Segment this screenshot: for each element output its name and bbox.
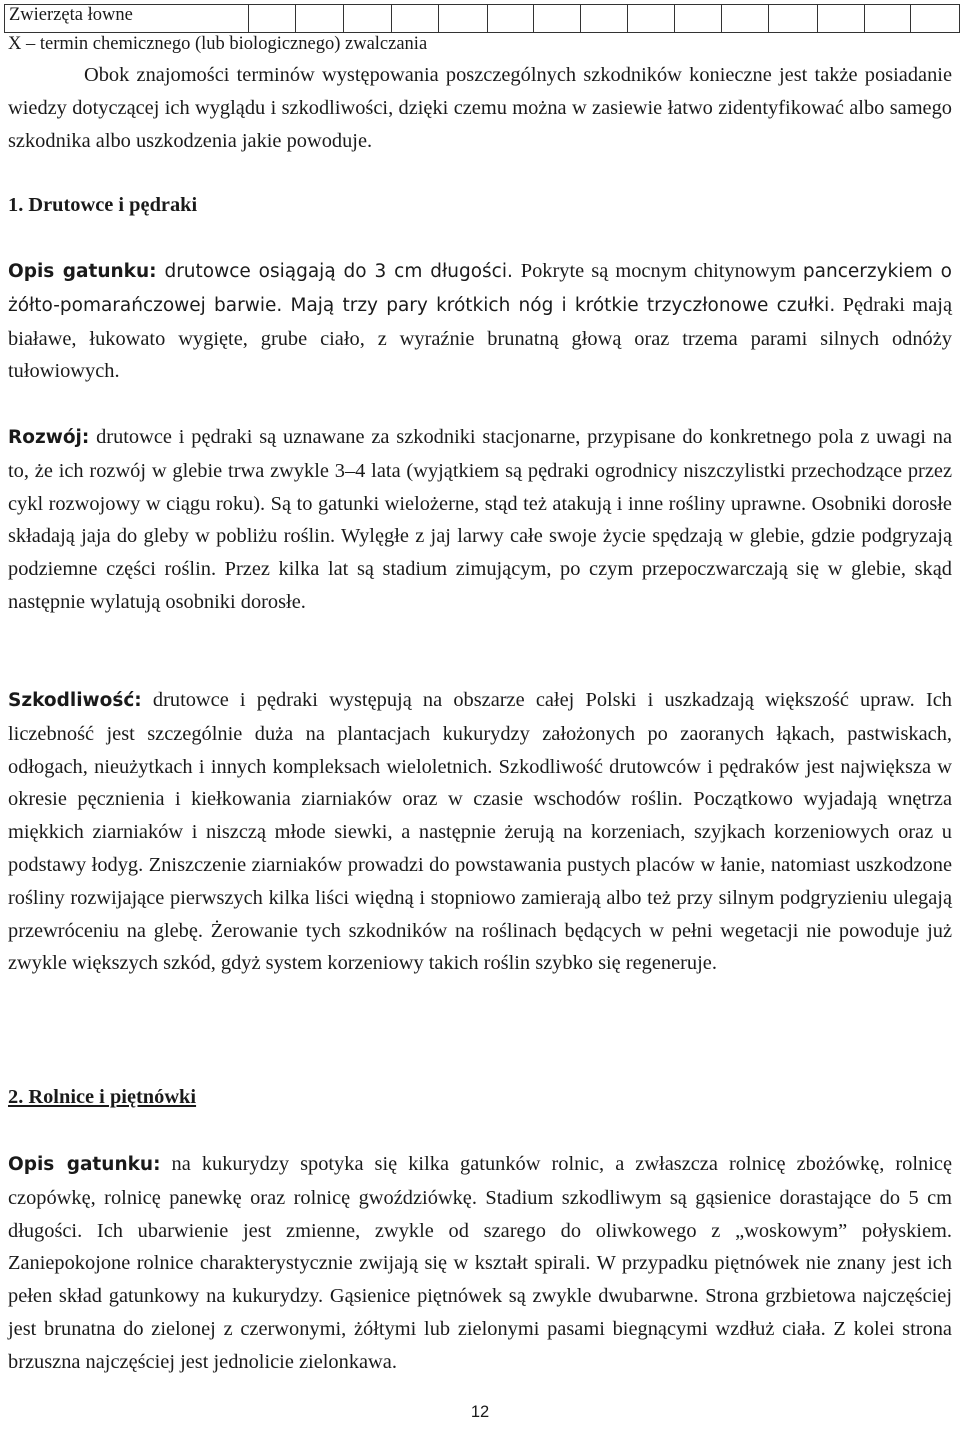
section-1-development: [8, 421, 952, 619]
section-1-heading: [8, 189, 197, 222]
table-cell: [249, 5, 296, 33]
table-cell: [864, 5, 911, 33]
table-legend: X – termin chemicznego (lub biologicznego) zwalczania: [8, 34, 428, 54]
table-cell: [392, 5, 439, 33]
description-text: na kukurydzy spotyka się kilka gatunków rolnic, a zwłaszcza rolnicę zbożówkę, rolnicę czopówkę, rolnicę panewkę oraz rolnicę gwoździówkę. Stadium szkodliwym są gąsienice dorastające do 5 cm długości. Ich ubarwienie jest zmienne, zwykle od szarego do oliwkowego z „woskowym” połyskiem. Zaniepokojone rolnice charakterystycznie zwijają się w kształt spirali. W przypadku piętnówek nie znany jest ich pełen skład gatunkowy na kukurydzy. Gąsienice piętnówek są zwykle dwubarwne. Strona grzbietowa najczęściej jest brunatna do zielonej z czerwonymi, żółtymi lub zielonymi pasami biegnącymi wzdłuż ciała. Z kolei strona brzuszna najczęściej jest jednolicie zielonkawa.: [8, 1153, 953, 1373]
table-cell: [769, 5, 818, 33]
description-text: Pędraki mają białawe, łukowato wygięte, grube ciało, z wyraźnie brunatną głową oraz trzema parami silnych odnóży tułowiowych.: [8, 293, 952, 383]
harmfulness-label: Szkodliwość:: [8, 690, 142, 711]
table-cell: [627, 5, 674, 33]
section-1-description: [8, 255, 952, 388]
table-header-cell: [5, 5, 249, 33]
schedule-header-table: [4, 4, 960, 33]
harmfulness-text: drutowce i pędraki występują na obszarze całej Polski i uszkadzają większość upraw. Ich liczebność jest szczególnie duża na plantacjach kukurydzy założonych po zaoranych łąkach, pastwiskach, odłogach, nieużytkach i innych kompleksach wieloletnich. Szkodliwość drutowców i pędraków jest największa w okresie pęcznienia i kiełkowania ziarniaków oraz w czasie wschodów roślin. Początkowo wyjadają wnętrza miękkich ziarniaków i niszczą młode siewki, a następnie żerują na korzeniach, szyjkach korzeniowych oraz u podstawy łodyg. Zniszczenie ziarniaków prowadzi do powstawania pustych placów w łanie, natomiast uszkodzone rośliny rozwijające pierwszych kilka liści więdną i stopniowo zamierają albo też przy silnym podgryzieniu ulegają przewróceniu na glebę. Żerowanie tych szkodników na roślinach będących w pełni wegetacji nie powoduje już zwykle większych szkód, gdyż system korzeniowy takich roślin szybko się regeneruje.: [8, 689, 952, 975]
section-2-description: [8, 1148, 952, 1379]
table-cell: [487, 5, 534, 33]
table-cell: [534, 5, 581, 33]
development-text: drutowce i pędraki są uznawane za szkodniki stacjonarne, przypisane do konkretnego pola z uwagi na to, że ich rozwój w glebie trwa zwykle 3–4 lata (wyjątkiem są pędraki ogrodnicy niszczylistki przechodzące przez cykl rozwojowy w ciągu roku). Są to gatunki wielożerne, stąd też atakują i inne rośliny uprawne. Osobniki dorosłe składają jaja do gleby w pobliżu roślin. Wylęgłe z jaj larwy całe swoje życie spędzają w glebie, gdzie podgryzają podziemne części roślin. Przez kilka lat są stadium zimującym, po czym przepoczwarczają się w glebie, skąd następnie wylatują osobniki dorosłe.: [8, 426, 952, 613]
section-1-title: 1. Drutowce i pędraki: [8, 194, 198, 216]
page-number: 12: [470, 1403, 490, 1421]
section-1-harmfulness: [8, 684, 952, 980]
table-cell: [438, 5, 487, 33]
table-cell: [911, 5, 960, 33]
intro-paragraph: [8, 59, 952, 158]
intro-text: Obok znajomości terminów występowania poszczególnych szkodników konieczne jest także posiadanie wiedzy dotyczącej ich wyglądu i szkodliwości, dzięki czemu można w zasiewie łatwo zidentyfikować albo samego szkodnika albo uszkodzenia jakie powoduje.: [8, 64, 952, 152]
table-cell: [674, 5, 722, 33]
table-cell: [722, 5, 769, 33]
table-cell: [344, 5, 392, 33]
description-text: Pokryte są mocnym chitynowym: [520, 260, 796, 282]
table-cell: [581, 5, 628, 33]
section-2-heading: 2. Rolnice i piętnówki: [8, 1086, 197, 1108]
description-text: drutowce osiągają do 3 cm długości.: [156, 261, 521, 282]
table-cell: [295, 5, 344, 33]
description-label: Opis gatunku:: [8, 1154, 161, 1175]
table-cell: [817, 5, 864, 33]
description-text: pancerzykiem o żółto-pomarańczowej barwie. Mają trzy pary krótkich nóg i krótkie trzyczłonowe czułki.: [8, 261, 952, 316]
description-label: Opis gatunku:: [8, 261, 157, 282]
table-header-label: Zwierzęta łowne: [9, 5, 133, 25]
development-label: Rozwój:: [8, 427, 90, 448]
